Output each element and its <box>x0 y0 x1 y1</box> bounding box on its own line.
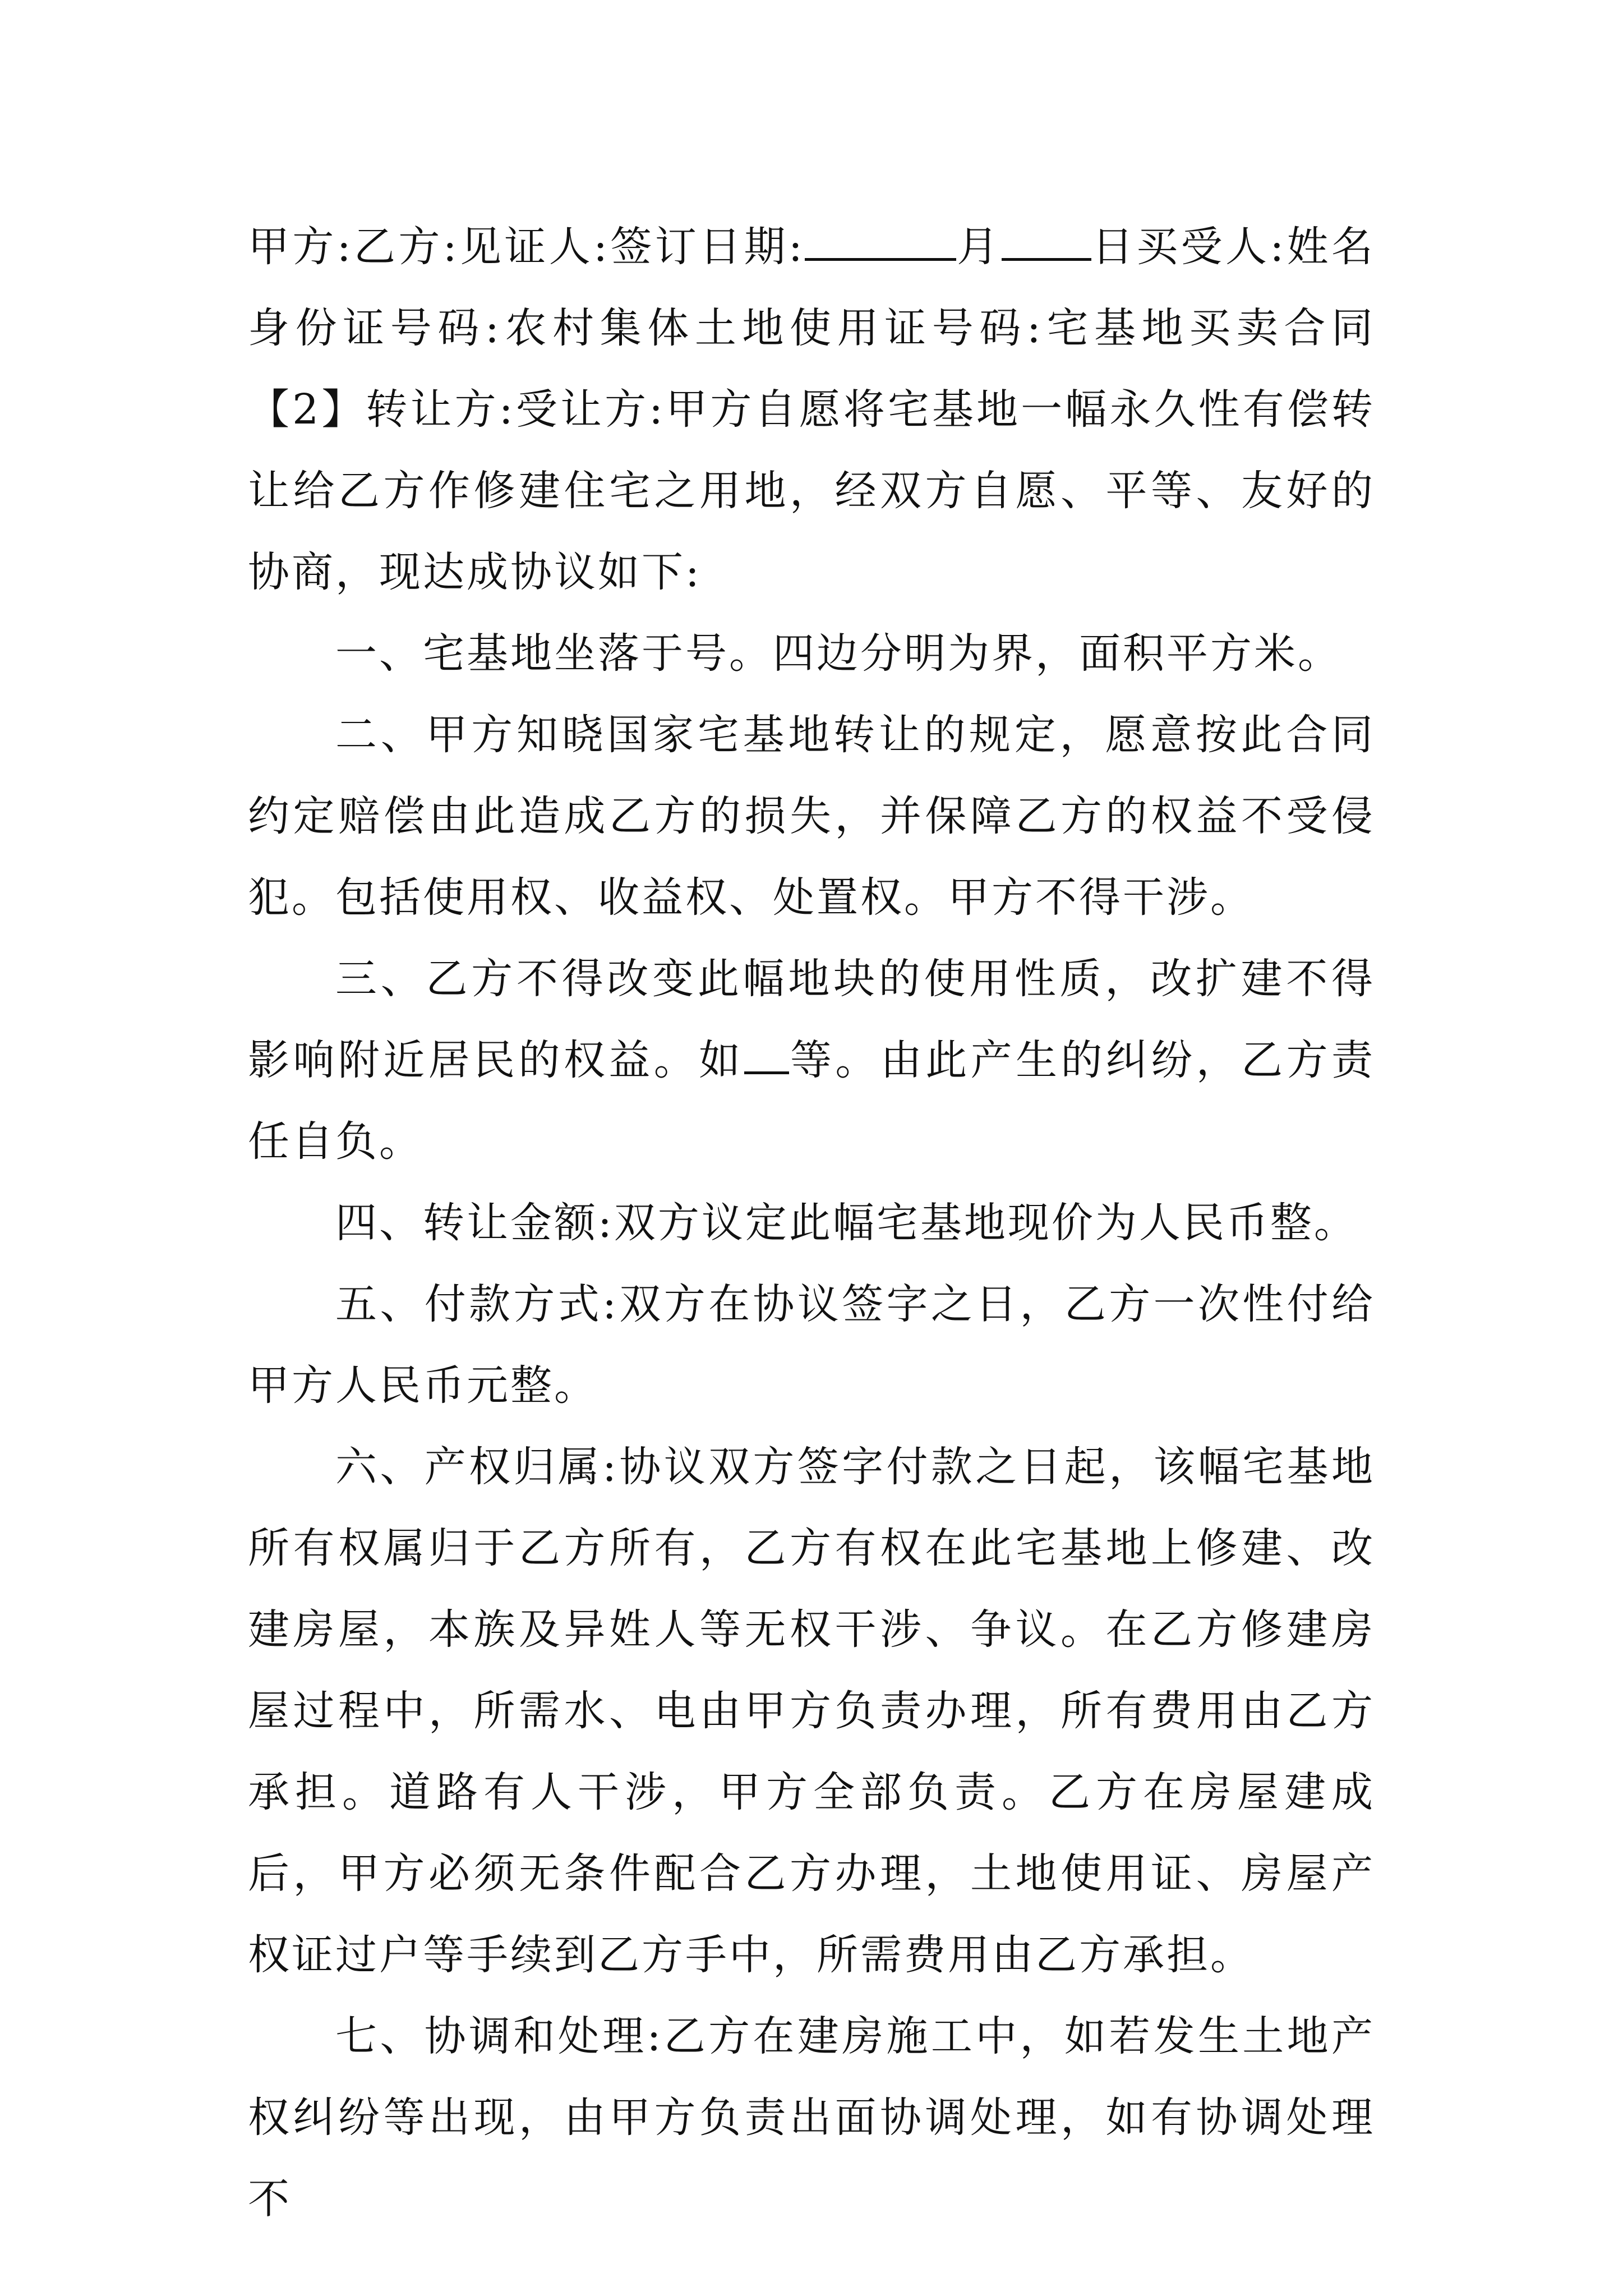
clause-3-part-2: 等。由此产生的纠纷，乙方责任自负。 <box>248 1036 1376 1166</box>
date-blank-line <box>805 223 956 261</box>
header-text-part-1: 甲方:乙方:见证人:签订日期: <box>248 223 805 271</box>
clause-1: 一、宅基地坐落于号。四边分明为界，面积平方米。 <box>335 629 1341 678</box>
clause-7: 七、协调和处理:乙方在建房施工中，如若发生土地产权纠纷等出现，由甲方负责出面协调处理，如有协调处理不 <box>248 2012 1375 2223</box>
example-blank-line <box>744 1037 789 1074</box>
clause-6: 六、产权归属:协议双方签字付款之日起，该幅宅基地所有权属归于乙方所有，乙方有权在此宅基地上修建、改建房屋，本族及异姓人等无权干涉、争议。在乙方修建房屋过程中，所需水、电由甲方负责办理，所有费用由乙方承担。道路有人干涉，甲方全部负责。乙方在房屋建成后，甲方必须无条件配合乙方办理，土地使用证、房屋产权证过户等手续到乙方手中，所需费用由乙方承担。 <box>248 1443 1375 1979</box>
clause-3-part-1: 三、乙方不得改变此幅地块的使用性质，改扩建不得影响附近居民的权益。如 <box>248 955 1375 1084</box>
header-text-part-2: 月 <box>956 223 1002 271</box>
clause-4: 四、转让金额:双方议定此幅宅基地现价为人民币整。 <box>335 1199 1358 1247</box>
day-blank-line <box>1002 223 1091 261</box>
clause-5: 五、付款方式:双方在协议签字之日，乙方一次性付给甲方人民币元整。 <box>248 1280 1375 1410</box>
clause-3 <box>248 938 1375 1182</box>
clause-2: 二、甲方知晓国家宅基地转让的规定，愿意按此合同约定赔偿由此造成乙方的损失，并保障乙方的权益不受侵犯。包括使用权、收益权、处置权。甲方不得干涉。 <box>248 711 1375 922</box>
header-paragraph <box>248 206 1375 613</box>
header-text-part-3: 日买受人:姓名身份证号码:农村集体土地使用证号码:宅基地买卖合同【2】转让方:受让方:甲方自愿将宅基地一幅永久性有偿转让给乙方作修建住宅之用地，经双方自愿、平等、友好的协商，现达成协议如下: <box>248 223 1375 596</box>
document-body <box>248 206 1375 2240</box>
